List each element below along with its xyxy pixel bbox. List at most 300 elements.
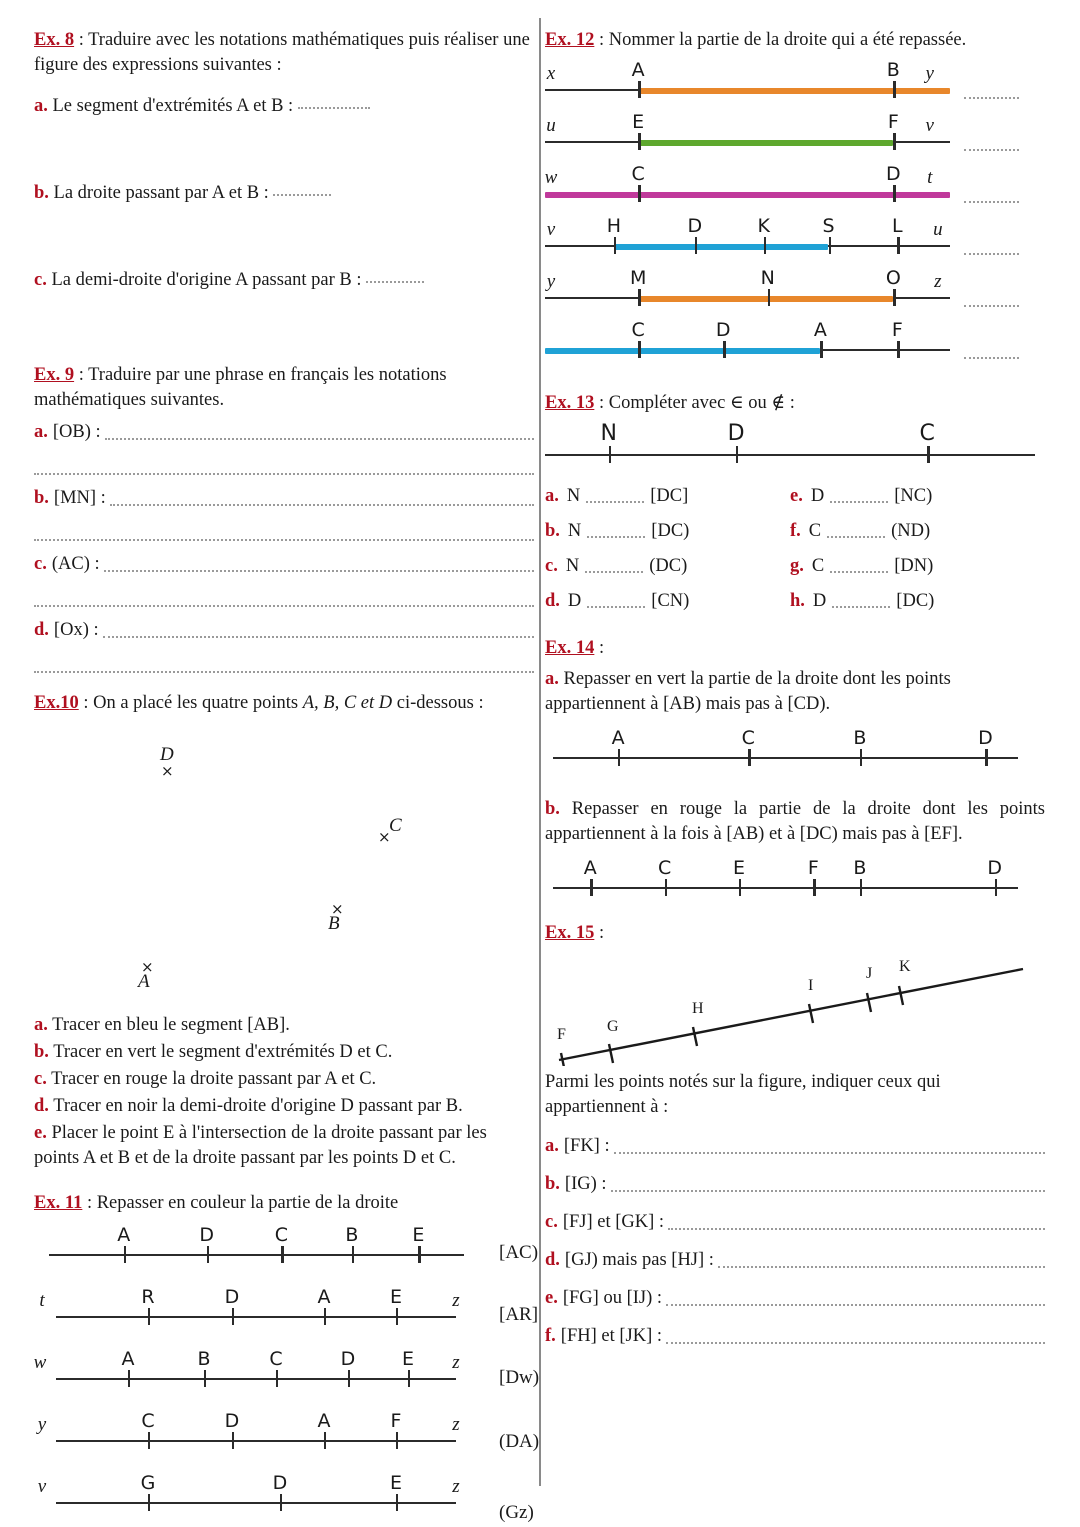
highlight-segment-blue (614, 244, 829, 250)
ex12-line-1[interactable] (545, 59, 950, 105)
axis-end-right: z (452, 1413, 460, 1435)
ex14-b-text: Repasser en rouge la partie de la droite dont les points appartiennent à la fois à [AB) et à [DC) mais pas à [EF]. (545, 798, 1045, 844)
ex13-prompt: Compléter avec ∈ ou ∉ : (608, 392, 795, 413)
point-label: D (224, 1409, 240, 1432)
point-label: B (853, 856, 867, 879)
point-label: D (272, 1471, 288, 1494)
ex11-heading: Ex. 11 : Repasser en couleur la partie de la droite (34, 1192, 399, 1213)
point-label: B (853, 726, 867, 749)
point-label: E (389, 1285, 403, 1308)
tick (638, 341, 640, 358)
ex12-row-1 (545, 59, 1045, 105)
tick (281, 1246, 283, 1263)
point-label: A (317, 1409, 331, 1432)
point-label: E (401, 1347, 415, 1370)
ex9-a-letter: a. (34, 421, 48, 442)
point-C-label: C (389, 815, 402, 836)
point-label: C (631, 318, 645, 341)
ex9-b-blank-line2[interactable] (34, 526, 534, 541)
ex10-d-text: Tracer en noir la demi-droite d'origine D passant par B. (53, 1095, 463, 1116)
ex9-c-text: (AC) : (51, 553, 100, 574)
ex13-line[interactable] (545, 420, 1035, 470)
letter: d. (545, 590, 560, 611)
axis-end-right: z (452, 1351, 460, 1373)
ex13-blank-b[interactable] (587, 525, 645, 538)
point-label-K: K (899, 957, 911, 975)
ex10-item-d (34, 1094, 534, 1119)
right-term: [CN) (651, 590, 690, 611)
ex8-heading: Ex. 8 : Traduire avec les notations mathématiques puis réaliser une figure des expressions suivantes : (34, 30, 530, 75)
ex9-heading: Ex. 9 : Traduire par une phrase en français les notations mathématiques suivantes. (34, 364, 447, 410)
left-term: N (567, 520, 582, 541)
point-label: A (317, 1285, 331, 1308)
tick (418, 1246, 420, 1263)
axis-end-left: w (544, 166, 558, 188)
text: [FG] ou [IJ) : (562, 1287, 663, 1308)
tick (614, 237, 616, 254)
ex15-item-d (545, 1250, 1045, 1271)
point-label: N (600, 420, 617, 446)
ex13-item-g (790, 556, 1035, 577)
tick (124, 1246, 126, 1263)
ex9-b-letter: b. (34, 487, 49, 508)
point-C-cross: × (378, 828, 391, 846)
point-label: E (732, 856, 746, 879)
tick (893, 81, 895, 98)
ex10-b-text: Tracer en vert le segment d'extrémités D et C. (53, 1041, 393, 1062)
point-label: E (389, 1471, 403, 1494)
ex10-d-letter: d. (34, 1095, 49, 1116)
ex12-line-6[interactable] (545, 319, 950, 365)
ex12-answer-2[interactable] (964, 138, 1019, 151)
point-label: F (887, 110, 899, 133)
point-label: D (987, 856, 1003, 879)
ex11-name-4: (DA) (499, 1430, 540, 1452)
left-term: N (565, 555, 580, 576)
ex8-tag: Ex. 8 (34, 30, 75, 50)
tick (638, 133, 640, 150)
tick (148, 1308, 150, 1325)
tick (148, 1494, 150, 1511)
tick (860, 749, 862, 766)
ex13-blank-c[interactable] (585, 560, 643, 573)
axis-end-left: v (546, 218, 556, 240)
ex13-item-c (545, 556, 790, 577)
ex12-line-5[interactable] (545, 267, 950, 313)
point-label: A (583, 856, 597, 879)
ex8-b-letter: b. (34, 182, 49, 203)
point-label: A (121, 1347, 135, 1370)
ex10-c-letter: c. (34, 1068, 47, 1089)
point-label: D (224, 1285, 240, 1308)
ex11-lines (33, 1223, 540, 1523)
right-column (545, 0, 1045, 1347)
point-label: G (140, 1471, 156, 1494)
ex8-a-blank[interactable] (298, 96, 370, 109)
highlight-segment-orange (638, 88, 950, 94)
ex8-c-blank[interactable] (366, 270, 424, 283)
right-term: [DC) (651, 520, 690, 541)
ex14-b-letter: b. (545, 798, 560, 819)
letter: h. (790, 590, 805, 611)
tick (748, 749, 750, 766)
ex12-answer-1[interactable] (964, 86, 1019, 99)
ex10-e-text: Placer le point E à l'intersection de la droite passant par les points A et B et de la droite passant par les points D et C. (34, 1122, 487, 1168)
right-term: [DC) (896, 590, 935, 611)
ex11-name-3: [Dw) (499, 1366, 540, 1388)
tick (893, 185, 895, 202)
tick (665, 879, 667, 896)
ex13-item-h (790, 591, 1035, 612)
point-label: E (412, 1223, 425, 1246)
ex12-answer-5[interactable] (964, 294, 1019, 307)
tick (232, 1432, 234, 1449)
tick (148, 1432, 150, 1449)
ex13-item-b (545, 521, 790, 542)
tick (736, 446, 738, 463)
ex8-item-c (34, 268, 534, 293)
ex11-line-3[interactable] (33, 1347, 460, 1394)
tick (638, 289, 640, 306)
ex13-items (545, 486, 1045, 612)
ex15-heading: Ex. 15 : (545, 922, 605, 943)
point-label: C (919, 420, 935, 446)
ex9-item-a (34, 422, 534, 443)
ex9-prompt: Traduire par une phrase en français les notations mathématiques suivantes. (34, 364, 447, 410)
tick (985, 749, 987, 766)
ex15-blank-b[interactable] (611, 1179, 1045, 1192)
tick (408, 1370, 410, 1387)
point-label-H: H (692, 999, 704, 1017)
axis-end-right: v (925, 114, 934, 136)
ex15-blank-d[interactable] (718, 1255, 1045, 1268)
right-term: (ND) (891, 520, 931, 541)
axis-end-right: z (452, 1289, 460, 1311)
letter: c. (545, 555, 558, 576)
point-label: A (611, 726, 625, 749)
tick (618, 749, 620, 766)
ex8-item-a (34, 94, 534, 119)
right-term: [NC) (894, 485, 933, 506)
point-label: L (892, 214, 903, 237)
ex15-blank-f[interactable] (666, 1331, 1045, 1344)
point-label: D (885, 162, 901, 185)
point-label: C (141, 1409, 155, 1432)
tick (232, 1308, 234, 1325)
letter: e. (790, 485, 803, 506)
axis-end-left: x (546, 62, 556, 84)
axis-end-left: w (33, 1351, 47, 1373)
tick (352, 1246, 354, 1263)
ex15-prompt: Parmi les points notés sur la figure, indiquer ceux qui appartiennent à : (545, 1071, 941, 1117)
point-label: K (757, 214, 770, 237)
point-label: D (727, 420, 745, 446)
letter: a. (545, 1135, 559, 1156)
axis-end-left: t (39, 1289, 45, 1311)
ex13-item-f (790, 521, 1035, 542)
ex10-heading: Ex.10 : On a placé les quatre points A, B, C et D ci-dessous : (34, 692, 484, 713)
point-label: F (390, 1409, 402, 1432)
axis (49, 1254, 464, 1256)
tick (739, 879, 741, 896)
ex9-c-letter: c. (34, 553, 47, 574)
axis (56, 1378, 456, 1380)
ex11-line-4[interactable] (37, 1409, 460, 1456)
ex10-prompt-points: A, B, C et D (302, 692, 393, 713)
text: [IG) : (564, 1173, 607, 1194)
ex11-name-2: [AR] (499, 1303, 539, 1325)
point-D-label: D (160, 744, 174, 765)
left-term: D (810, 485, 825, 506)
ex10-tag: Ex.10 (34, 692, 79, 713)
point-label: S (822, 214, 835, 237)
ex9-b-blank[interactable] (110, 493, 534, 506)
tick (396, 1432, 398, 1449)
highlight-segment-green (638, 140, 893, 146)
point-label: E (632, 110, 645, 133)
ex13-blank-e[interactable] (830, 490, 888, 503)
ex10-prompt-post: ci-dessous : (392, 692, 484, 713)
right-term: [DC] (650, 485, 689, 506)
ex12-answer-6[interactable] (964, 346, 1019, 359)
ex10-item-a (34, 1013, 534, 1038)
tick (276, 1370, 278, 1387)
ex8-b-text: La droite passant par A et B : (53, 182, 269, 203)
point-label: O (885, 266, 901, 289)
text: [FK] : (563, 1135, 610, 1156)
ex12-prompt: Nommer la partie de la droite qui a été repassée. (608, 30, 967, 50)
ex9-c-blank-line2[interactable] (34, 592, 534, 607)
point-label: C (631, 162, 645, 185)
point-label: C (274, 1223, 289, 1246)
ex14-tag: Ex. 14 (545, 637, 595, 658)
point-label: F (807, 856, 819, 879)
axis-end-right: u (933, 218, 943, 240)
tick (893, 133, 895, 150)
left-term: C (811, 555, 825, 576)
ex12-row-4 (545, 215, 1045, 261)
ex12-tag: Ex. 12 (545, 30, 595, 50)
tick (324, 1432, 326, 1449)
ex9-d-text: [Ox) : (53, 619, 99, 640)
point-label: D (978, 726, 993, 749)
point-label: D (340, 1347, 356, 1370)
letter: b. (545, 1173, 560, 1194)
ex9-d-letter: d. (34, 619, 49, 640)
text: [FH] et [JK] : (560, 1325, 663, 1346)
tick (207, 1246, 209, 1263)
point-label: A (813, 318, 827, 341)
point-A-cross: × (141, 958, 154, 976)
ex10-item-b (34, 1040, 534, 1065)
ex15-tag: Ex. 15 (545, 922, 595, 943)
tick (897, 237, 899, 254)
axis-end-left: u (546, 114, 556, 136)
ex8-item-b (34, 181, 534, 206)
ex9-c-blank[interactable] (104, 559, 534, 572)
ex9-item-b (34, 488, 534, 509)
left-column (34, 0, 534, 718)
ex11-name-1: [AC) (499, 1241, 539, 1263)
ex12-line-2[interactable] (545, 111, 950, 157)
ex12-row-6 (545, 319, 1045, 365)
ex12-line-4[interactable] (545, 215, 950, 261)
letter: b. (545, 520, 560, 541)
letter: e. (545, 1287, 558, 1308)
tick (893, 289, 895, 306)
ex14-item-a (545, 667, 1045, 717)
ex13-item-a (545, 486, 790, 507)
tick (396, 1494, 398, 1511)
point-A-label: A (138, 971, 150, 992)
point-label: H (606, 214, 621, 237)
ex8-b-blank[interactable] (273, 183, 331, 196)
ex10-b-letter: b. (34, 1041, 49, 1062)
ex13-tag: Ex. 13 (545, 392, 595, 413)
letter: g. (790, 555, 804, 576)
axis-end-right: t (927, 166, 933, 188)
ex12-row-5 (545, 267, 1045, 313)
left-term: C (808, 520, 822, 541)
axis-end-right: z (452, 1475, 460, 1497)
tick (590, 879, 592, 896)
ex15-blank-c[interactable] (668, 1217, 1045, 1230)
point-label-F: F (557, 1025, 566, 1043)
letter: f. (790, 520, 801, 541)
axis (545, 454, 1035, 456)
ex10-item-c (34, 1067, 534, 1092)
ex11-tag: Ex. 11 (34, 1192, 83, 1213)
tick (348, 1370, 350, 1387)
point-label: B (886, 58, 900, 81)
ex8-a-text: Le segment d'extrémités A et B : (52, 95, 294, 116)
point-label: A (631, 58, 645, 81)
ex13-blank-h[interactable] (832, 595, 890, 608)
point-label-J: J (866, 964, 873, 982)
ex14-line-a[interactable] (553, 727, 1018, 773)
ex14-line-b[interactable] (553, 857, 1018, 903)
ex9-a-blank-line2[interactable] (34, 460, 534, 475)
ex12-answer-3[interactable] (964, 190, 1019, 203)
letter: a. (545, 485, 559, 506)
ex11-line-1[interactable] (49, 1224, 464, 1270)
tick (324, 1308, 326, 1325)
ex13-blank-a[interactable] (586, 490, 644, 503)
point-label: R (141, 1285, 155, 1308)
ex10-prompt-pre: On a placé les quatre points (93, 692, 303, 713)
ex14-a-text: Repasser en vert la partie de la droite dont les points appartiennent à [AB) mais pas à [CD). (545, 668, 951, 714)
ex15-item-e (545, 1288, 1045, 1309)
text: [FJ] et [GK] : (562, 1211, 665, 1232)
letter: c. (545, 1211, 558, 1232)
ex13-item-d (545, 591, 790, 612)
text: [GJ) mais pas [HJ] : (564, 1249, 714, 1270)
ex15-item-b (545, 1174, 1045, 1195)
point-label-G: G (607, 1017, 619, 1035)
ex9-d-blank-line2[interactable] (34, 658, 534, 673)
tick (204, 1370, 206, 1387)
axis-end-left: y (546, 270, 556, 292)
axis (553, 757, 1018, 759)
ex13-blank-f[interactable] (827, 525, 885, 538)
ex15-blank-a[interactable] (614, 1141, 1045, 1154)
ex9-a-blank[interactable] (105, 427, 534, 440)
axis-end-right: z (934, 270, 942, 292)
ex10-c-text: Tracer en rouge la droite passant par A et C. (51, 1068, 377, 1089)
axis-end-left: y (37, 1413, 47, 1435)
ex8-c-letter: c. (34, 269, 47, 290)
ex10-a-letter: a. (34, 1015, 48, 1035)
tick (280, 1494, 282, 1511)
ex11-name-5: (Gz) (499, 1501, 534, 1523)
point-label: C (269, 1347, 283, 1370)
letter: f. (545, 1325, 556, 1346)
left-term: D (812, 590, 827, 611)
point-label: D (715, 318, 731, 341)
ex12-answer-4[interactable] (964, 242, 1019, 255)
ex15-item-c (545, 1212, 1045, 1233)
highlight-segment-blue (545, 348, 820, 354)
point-B-label: B (328, 913, 340, 934)
point-label: D (199, 1223, 215, 1246)
ex14-heading: Ex. 14 : (545, 637, 605, 658)
left-term: D (567, 590, 582, 611)
tick (860, 879, 862, 896)
tick (723, 341, 725, 358)
ex9-b-text: [MN] : (53, 487, 106, 508)
tick (995, 879, 997, 896)
highlight-segment-magenta (545, 192, 950, 198)
tick (128, 1370, 130, 1387)
point-label: D (687, 214, 703, 237)
ex10-item-e (34, 1121, 534, 1171)
axis-end-right: y (925, 62, 934, 84)
ex9-tag: Ex. 9 (34, 364, 75, 385)
axis (553, 887, 1018, 889)
ex8-a-letter: a. (34, 95, 48, 116)
point-label: N (760, 266, 775, 289)
ex13-heading: Ex. 13 : Compléter avec ∈ ou ∉ : (545, 392, 795, 413)
ex12-line-3[interactable] (545, 163, 950, 209)
point-label: B (345, 1223, 359, 1246)
ex10-e-letter: e. (34, 1122, 47, 1143)
ex9-a-text: [OB) : (52, 421, 101, 442)
ex15-item-f (545, 1326, 1045, 1347)
tick (897, 341, 899, 358)
ex13-blank-g[interactable] (830, 560, 888, 573)
tick (764, 237, 766, 254)
ex14-a-letter: a. (545, 668, 559, 689)
point-B-cross: × (331, 900, 344, 918)
tick (638, 185, 640, 202)
ex11-line-5[interactable] (37, 1471, 460, 1518)
ex9-d-blank[interactable] (103, 625, 534, 638)
tick (609, 446, 611, 463)
ex15-oblique-line (545, 948, 1035, 1066)
ex13-blank-d[interactable] (587, 595, 645, 608)
column-divider (539, 18, 541, 1486)
tick (820, 341, 822, 358)
highlight-segment-orange (638, 296, 893, 302)
ex11-prompt: Repasser en couleur la partie de la droite (96, 1192, 399, 1213)
ex8-c-text: La demi-droite d'origine A passant par B : (51, 269, 362, 290)
ex15-blank-e[interactable] (666, 1293, 1045, 1306)
ex12-row-2 (545, 111, 1045, 157)
ex11-line-2[interactable] (39, 1285, 460, 1332)
ex15-figure[interactable] (545, 948, 1045, 1066)
letter: d. (545, 1249, 560, 1270)
point-label: B (197, 1347, 211, 1370)
